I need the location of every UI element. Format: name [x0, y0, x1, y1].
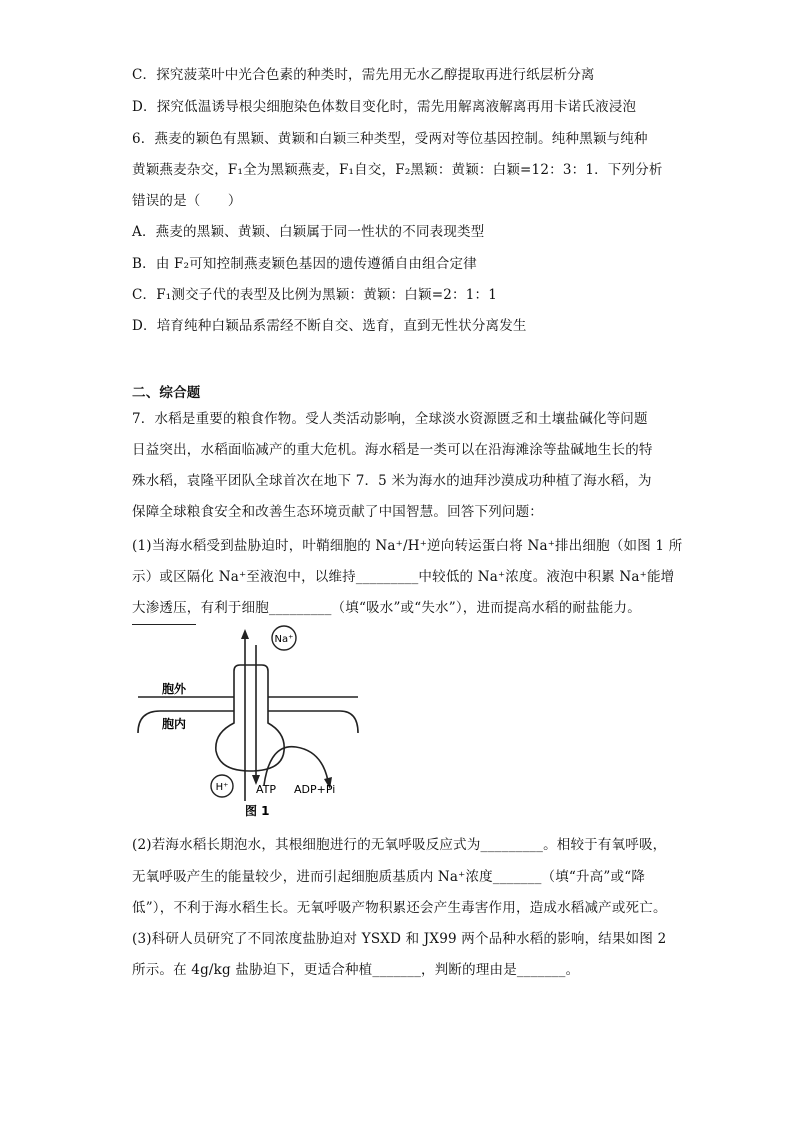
transport-protein-diagram: [134, 625, 364, 820]
question-7-part1-line1: (1)当海水稻受到盐胁迫时，叶鞘细胞的 Na⁺/H⁺逆向转运蛋白将 Na⁺排出细胞（如图 1 所: [132, 538, 683, 554]
question-6-stem-line3: 错误的是（ ）: [132, 193, 242, 209]
adp-label: ADP+Pi: [294, 783, 336, 796]
option-b-q6: B．由 F₂可知控制燕麦颖色基因的遗传遵循自由组合定律: [132, 256, 477, 272]
na-ion-label: Na⁺: [274, 634, 294, 645]
h-ion-label: H⁺: [215, 782, 229, 793]
question-7-part1-line2: 示）或区隔化 Na⁺至液泡中，以维持_________中较低的 Na⁺浓度。液泡中积累 Na⁺能增: [132, 569, 675, 585]
inside-cell-label: 胞内: [162, 717, 187, 731]
section-title: 二、综合题: [132, 385, 201, 401]
figure-1-caption: 图 1: [245, 804, 270, 818]
outside-cell-label: 胞外: [162, 682, 187, 696]
question-7-part2-line2: 无氧呼吸产生的能量较少，进而引起细胞质基质内 Na⁺浓度_______（填“升高”或“降: [132, 869, 646, 885]
question-6-stem-line1: 6．燕麦的颖色有黑颖、黄颖和白颖三种类型，受两对等位基因控制。纯种黑颖与纯种: [132, 131, 648, 147]
question-7-part3-line2: 所示。在 4g/kg 盐胁迫下，更适合种植_______，判断的理由是_______。: [132, 962, 580, 978]
option-d-q5: D．探究低温诱导根尖细胞染色体数目变化时，需先用解离液解离再用卡诺氏液浸泡: [132, 99, 637, 115]
question-7-part2-line1: (2)若海水稻长期泡水，其根细胞进行的无氧呼吸反应式为_________。相较于有氧呼吸，: [132, 837, 667, 853]
question-7-part3-line1: (3)科研人员研究了不同浓度盐胁迫对 YSXD 和 JX99 两个品种水稻的影响，结果如图 2: [132, 931, 667, 947]
question-7-line4: 保障全球粮食安全和改善生态环境贡献了中国智慧。回答下列问题：: [132, 504, 543, 520]
question-7-line3: 殊水稻，袁隆平团队全球首次在地下 7．5 米为海水的迪拜沙漠成功种植了海水稻，为: [132, 473, 652, 489]
question-7-line1: 7．水稻是重要的粮食作物。受人类活动影响，全球淡水资源匮乏和土壤盐碱化等问题: [132, 411, 648, 427]
question-7-part1-line3: 大渗透压，有利于细胞_________（填“吸水”或“失水”），进而提高水稻的耐盐能力。: [132, 600, 641, 616]
option-d-q6: D．培育纯种白颖品系需经不断自交、选育，直到无性状分离发生: [132, 318, 527, 334]
option-a-q6: A．燕麦的黑颖、黄颖、白颖属于同一性状的不同表现类型: [132, 224, 485, 240]
option-c-q6: C．F₁测交子代的表型及比例为黑颖：黄颖：白颖=2：1：1: [132, 287, 497, 303]
question-6-stem-line2: 黄颖燕麦杂交，F₁全为黑颖燕麦，F₁自交，F₂黑颖：黄颖：白颖=12：3：1．下列分析: [132, 162, 663, 178]
atp-label: ATP: [256, 783, 277, 796]
question-7-part2-line3: 低”），不利于海水稻生长。无氧呼吸产物积累还会产生毒害作用，造成水稻减产或死亡。: [132, 900, 667, 916]
option-c-q5: C．探究菠菜叶中光合色素的种类时，需先用无水乙醇提取再进行纸层析分离: [132, 67, 595, 83]
question-7-line2: 日益突出，水稻面临减产的重大危机。海水稻是一类可以在沿海滩涂等盐碱地生长的特: [132, 442, 653, 458]
figure-1: [134, 625, 364, 820]
